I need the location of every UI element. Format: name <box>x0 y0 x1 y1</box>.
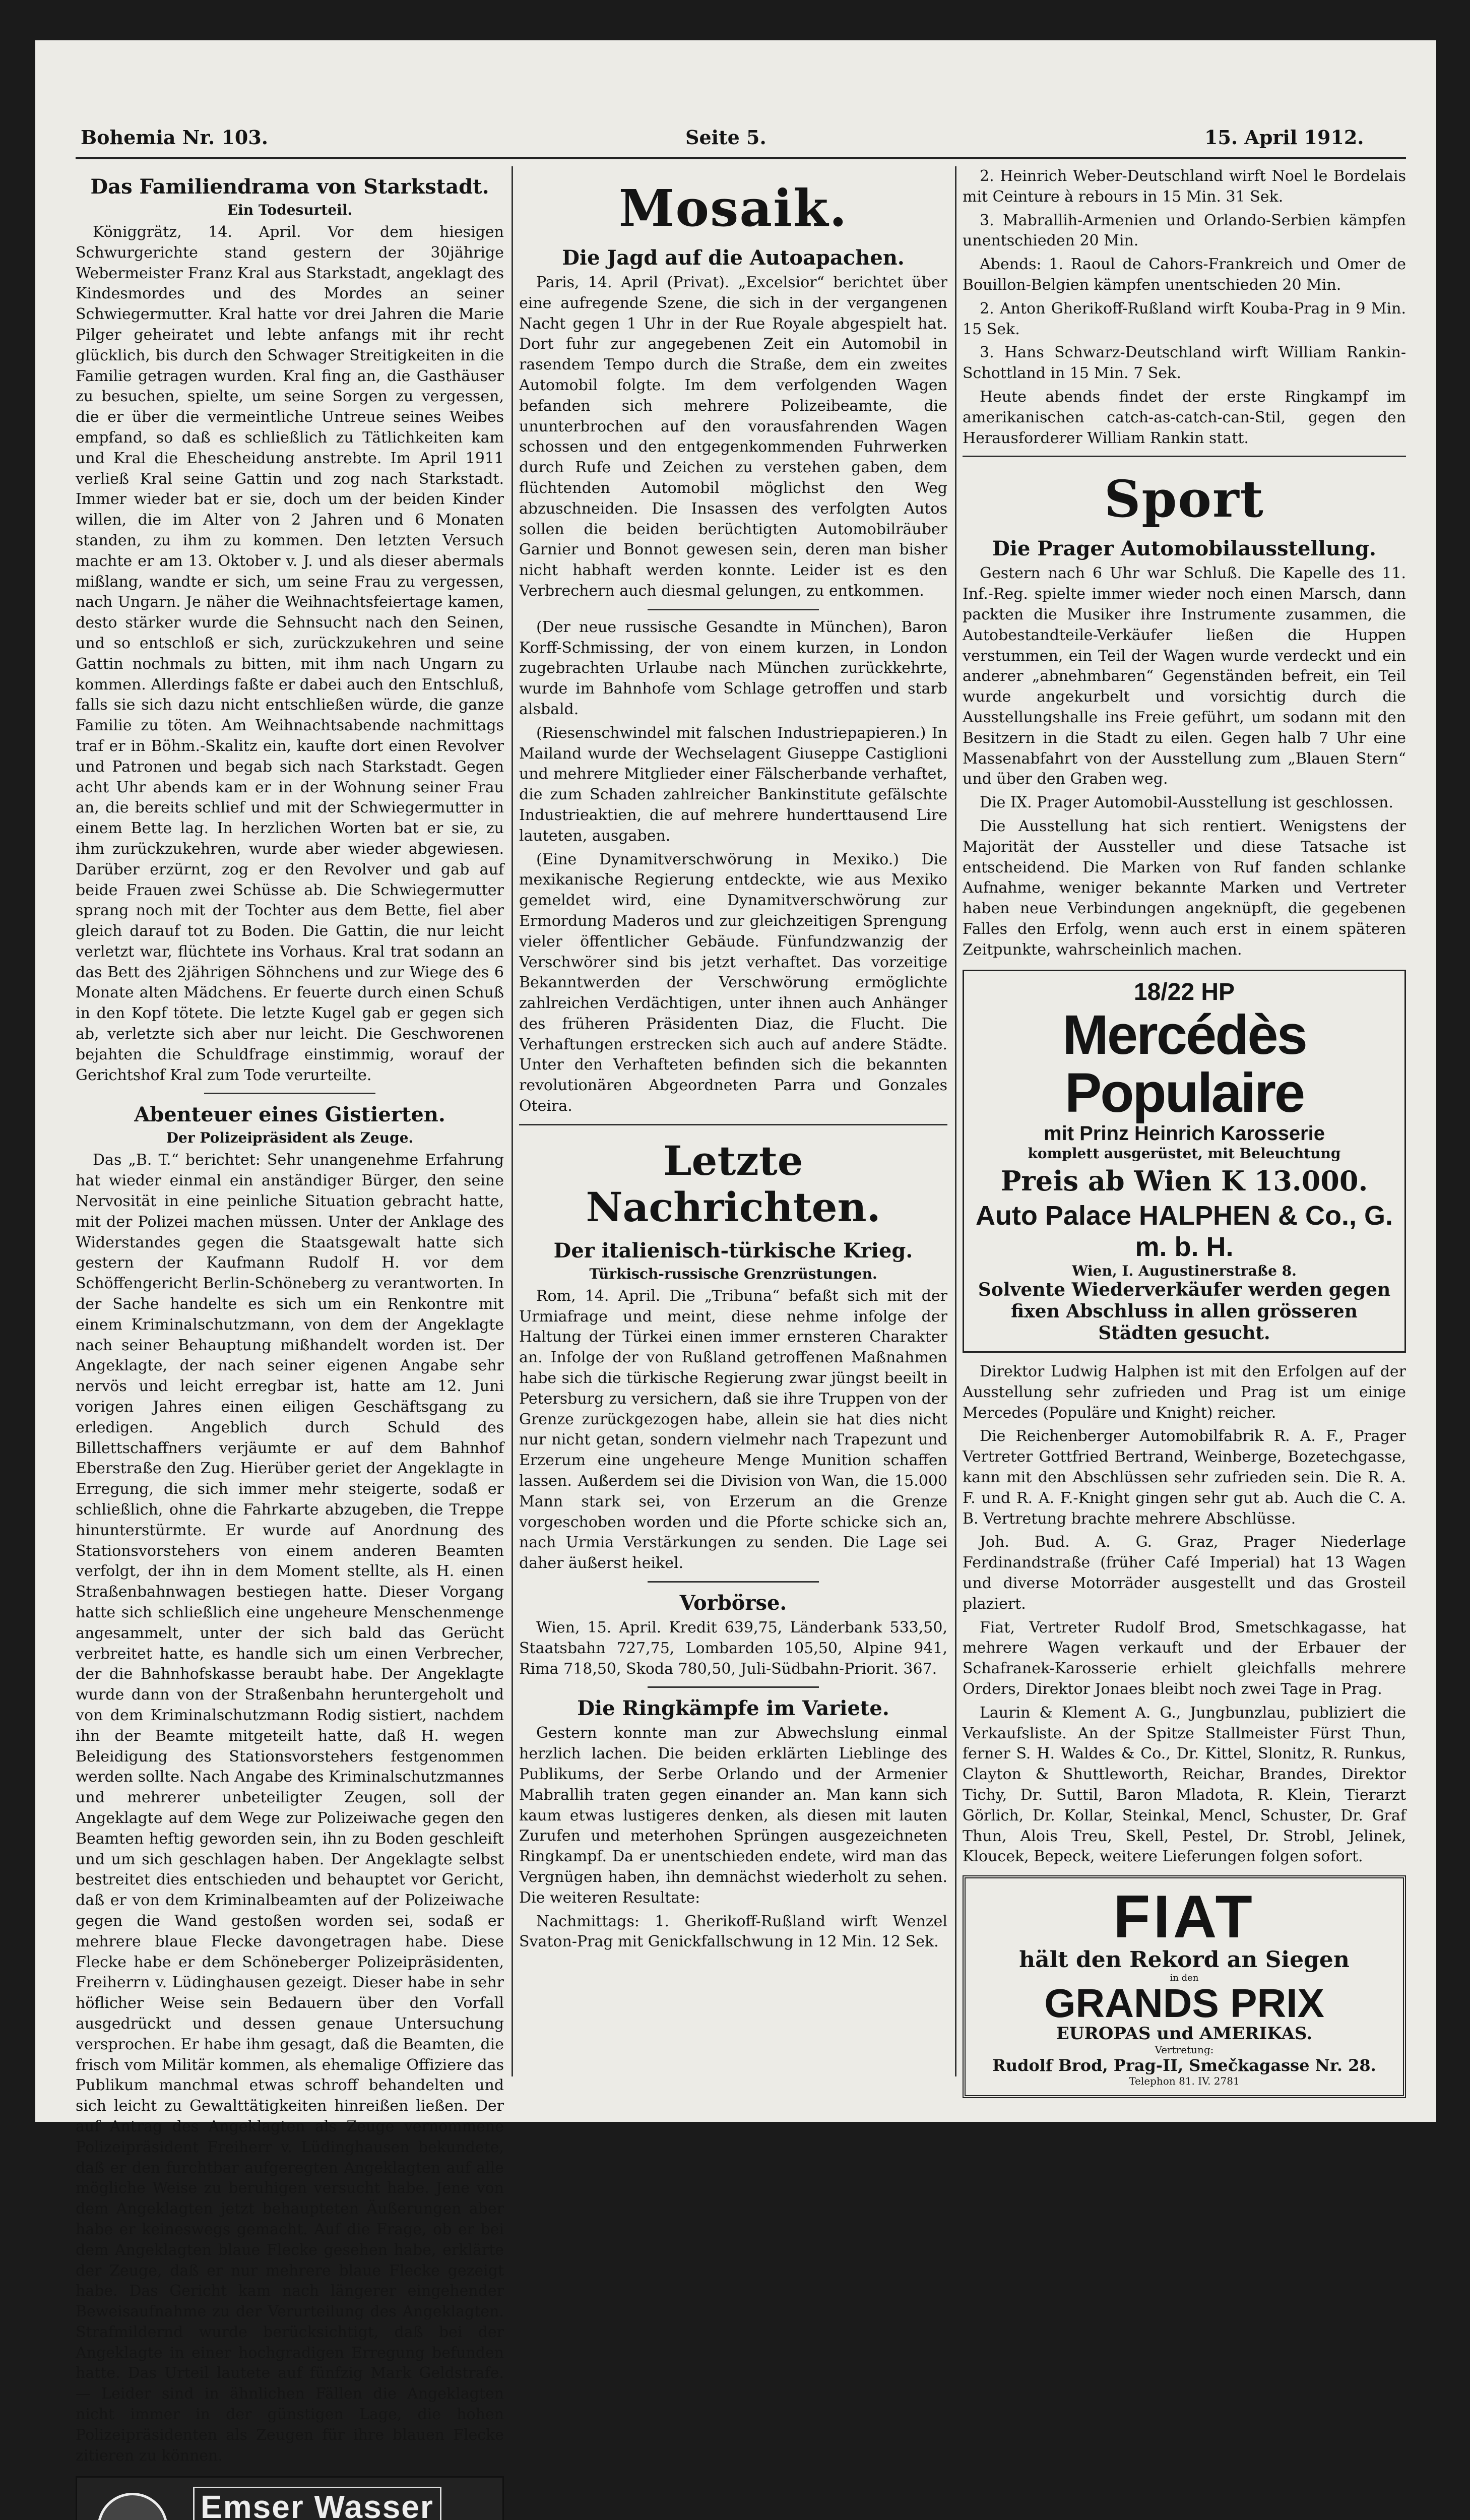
column-3 <box>963 166 1406 2088</box>
separator <box>648 1581 819 1583</box>
article-paragraph: Das „B. T.“ berichtet: Sehr unangenehme Erfahrung hat wieder einmal ein anständiger Bürger, den seine Nervosität in eine peinliche Situation gebracht hatte, mit der Polizei machen müssen. Unter der Anklage des Widerstandes gegen die Staatsgewalt hatte sich gestern der Kaufmann Rudolf H. vor dem Schöffengericht Berlin-Schöneberg zu verantworten. In der Sache handelte es sich um ein Renkontre mit einem Kriminalschutzmann, von dem der Angeklagte nach seiner Behauptung mißhandelt worden ist. Der Angeklagte, der nach seiner eigenen Angabe sehr nervös und leicht erregbar ist, hatte am 12. Juni vorigen Jahres einen eiligen Geschäftsgang zu erledigen. Angeblich durch Schuld des Billettschaffners verjäumte er auf dem Bahnhof Eberstraße den Zug. Hierüber geriet der Angeklagte in Erregung, die sich immer mehr steigerte, sodaß er schließlich, ohne die Fahrkarte abzugeben, die Treppe hinunterstürmte. Er wurde auf Anordnung des Stationsvorstehers von einem anderen Beamten verfolgt, der ihn in dem Moment stellte, als H. einen Straßenbahnwagen bestiegen hatte. Dieser Vorgang hatte sich schließlich eine ungeheure Menschenmenge angesammelt, unter der sich bald das Gerücht verbreitet hatte, es handle sich um einen Verbrecher, der die Bahnhofskasse beraubt habe. Der Angeklagte wurde dann von der Straßenbahn heruntergeholt und von dem Kriminalschutzmann Rodig sistiert, nachdem ihn der Beamte mitgeteilt hatte, daß H. wegen Beleidigung des Stationsvorstehers festgenommen werden sollte. Nach Angabe des Kriminalschutzmannes und mehrerer unbeteiligter Zeugen, soll der Angeklagte auf dem Wege zur Polizeiwache gegen den Beamten heftig geworden sein, ihn zu Boden geschleift und um sich geschlagen haben. Der Angeklagte selbst bestreitet dies entschieden und behauptet vor Gericht, daß er von dem Kriminalbeamten auf der Polizeiwache gegen die Wand gestoßen worden sei, sodaß er mehrere blaue Flecke davongetragen habe. Diese Flecke habe er dem Schöneberger Polizeipräsidenten, Freiherrn v. Lüdinghausen gezeigt. Dieser habe in sehr höflicher Weise sein Bedauern über den Vorfall ausgedrückt und dessen genaue Untersuchung versprochen. Er habe ihm gesagt, daß die Beamten, die frisch vom Militär kommen, als ehemalige Offiziere das Publikum manchmal etwas schroff behandelten und sich leicht zu Gewalttätigkeiten hinreißen ließen. Der auf Antrag des Angeklagten als Zeuge vernommene Polizeipräsident Freiherr v. Lüdinghausen bekundete, daß er den furchtbar aufgeregten Angeklagten auf alle mögliche Weise zu beruhigen versucht habe. Jene von dem Angeklagten jetzt behaupteten Äußerungen aber habe er keineswegs gemacht. Auf die Frage, ob er bei dem Angeklagten blaue Flecke gesehen habe, erklärte der Zeuge, daß er nur mehrere blaue Flecke gezeigt habe. Das Gericht kam nach längerer eingehender Beweisaufnahme zu der Verurteilung des Angeklagten. Strafmildernd wurde berücksichtigt, daß bei der Angeklagte in einer hochgradigen Erregung befunden hatte. Das Urteil lautete auf fünfzig Mark Geldstrafe. — Leider sind in ähnlichen Fällen die Angeklagten nicht immer in der günstigen Lage, die hohen Polizeipräsidenten als Zeugen für ihre blauen Flecke zitieren zu können. <box>76 1151 504 2465</box>
result-line: 3. Mabrallih-Armenien und Orlando-Serbien kämpfen unentschieden 20 Min. <box>963 211 1406 250</box>
article-paragraph: Joh. Bud. A. G. Graz, Prager Niederlage Ferdinandstraße (früher Café Imperial) hat 13 Wagen und diverse Motorräder ausgestellt und das Grosteil plaziert. <box>963 1533 1406 1613</box>
column-rule-2 <box>955 166 956 2076</box>
ad-grands-prix: GRANDS PRIX <box>1044 1981 1324 2026</box>
article-paragraph: (Eine Dynamitverschwörung in Mexiko.) Die mexikanische Regierung entdeckte, wie aus Mexiko gemeldet wird, eine Dynamitverschwörung zur Ermordung Maderos und zur gleichzeitigen Sprengung vieler öffentlicher Gebäude. Fünfundzwanzig der Verschwörer sind bis jetzt verhaftet. Das vorzeitige Bekanntwerden der Verschwörung ermöglichte zahlreichen Verdächtigen, unter ihnen auch Anhänger des früheren Präsidenten Diaz, die Flucht. Die Verhaftungen erstrecken sich auch auf andere Städte. Unter den Verhafteten befinden sich die bekannten revolutionären Abgeordneten Parra und Gonzales Oteira. <box>519 850 947 1115</box>
result-line: 2. Heinrich Weber-Deutschland wirft Noel le Bordelais mit Ceinture à rebours in 15 Min. 31 Sek. <box>963 167 1406 206</box>
ad-connector: in den <box>1170 1973 1199 1984</box>
article-paragraph: Fiat, Vertreter Rudolf Brod, Smetschkagasse, hat mehrere Wagen verkauft und der Erbauer der Schafranek-Karosserie erhielt gleichfalls mehrere Orders, Direktor Jonaes bleibt noch zwei Tage in Prag. <box>963 1618 1406 1698</box>
ad-price: Preis ab Wien K 13.000. <box>1000 1164 1368 1197</box>
article-paragraph: Gestern konnte man zur Abwechslung einmal herzlich lachen. Die beiden erklärten Lieblinge des Publikums, der Serbe Orlando und der Armenier Mabrallih traten gegen einander an. Man kann sich kaum etwas lustigeres denken, als diesen mit lauten Zurufen und meterhohen Sprüngen ausgezeichneten Ringkampf. Da er unentschieden endete, wird man das Vergnügen haben, ihn demnächst wiederholt zu sehen. Die weiteren Resultate: <box>519 1724 947 1907</box>
article-paragraph: Laurin & Klement A. G., Jungbunzlau, publiziert die Verkaufsliste. An der Spitze Stallmeister Fürst Thun, ferner S. H. Waldes & Co., Dr. Kittel, Slonitz, R. Runkus, Clayton & Shuttleworth, Reichar, Brandes, Direktor Tichy, Dr. Suttil, Baron Mladota, R. Klein, Tierarzt Görlich, Dr. Kollar, Steinkal, Mencl, Schuster, Dr. Graf Thun, Alois Treu, Skell, Pestel, Dr. Strobl, Jelinek, Kloucek, Bepeck, weitere Lieferungen folgen sofort. <box>963 1704 1406 1866</box>
article-paragraph: Rom, 14. April. Die „Tribuna“ befaßt sich mit der Urmiafrage und meint, diese nehme infolge der Haltung der Türkei einen immer ernsteren Charakter an. Infolge der von Rußland getroffenen Maßnahmen habe sich die türkische Regierung zwar jüngst beeilt in Petersburg zu versichern, daß sie ihre Truppen von der Grenze zurückgezogen habe, allein sie hat dies nicht nur nicht getan, sondern vielmehr nach Trapezunt und Erzerum eine ungeheure Menge Munition schaffen lassen. Außerdem sei die Division von Wan, die 15.000 Mann stark sei, von Erzerum an die Grenze vorgeschoben worden und die Pforte schicke sich an, nach Urmia Verstärkungen zu senden. Die Lage sei daher äußerst heikel. <box>519 1287 947 1572</box>
ad-brand: Emser Wasser <box>193 2487 441 2520</box>
ad-equipment-line: komplett ausgerüstet, mit Beleuchtung <box>1028 1145 1341 1162</box>
article-paragraph: Wien, 15. April. Kredit 639,75, Länderbank 533,50, Staatsbahn 727,75, Lombarden 105,50, Alpine 941, Rima 718,50, Skoda 780,50, Juli-Südbahn-Priorit. 367. <box>519 1619 947 1678</box>
article-paragraph: Paris, 14. April (Privat). „Excelsior“ berichtet über eine aufregende Szene, die sich in der vergangenen Nacht gegen 1 Uhr in der Rue Royale abgespielt hat. Dort fuhr zur angegebenen Zeit ein Automobil in rasendem Tempo durch die Straße, dem ein zweites Automobil folgte. Im dem verfolgenden Wagen befanden sich mehrere Polizeibeamte, die ununterbrochen auf den vorausfahrenden Wagen schossen und den entgegenkommenden Fuhrwerken durch Rufe und Zeichen zu verstehen gaben, dem flüchtenden Automobil möglichst den Weg abzuschneiden. Die Insassen des verfolgten Autos sollen die beiden berüchtigten Automobilräuber Garnier und Bonnot gewesen sein, deren man bisher nicht habhaft werden konnte. Leider ist es den Verbrechern auch diesmal gelungen, zu entkommen. <box>519 274 947 600</box>
article-paragraph: Gestern nach 6 Uhr war Schluß. Die Kapelle des 11. Inf.-Reg. spielte immer wieder noch einen Marsch, dann packten die Musiker ihre Instrumente zusammen, die Autobestandteile-Verkäufer ließen die Huppen verstummen, ein Teil der Wagen wurde verdeckt und ein anderer „abnehmbaren“ Gegenständen befreit, ein Teil wurde angekurbelt und vorsichtig durch die Ausstellungshalle ins Freie geführt, um sodann mit den Besitzern in die Stadt zu eilen. Gegen halb 7 Uhr eine Massenabfahrt von der Ausstellung zum „Blauen Stern“ und über den Graben weg. <box>963 564 1406 788</box>
result-line: Heute abends findet der erste Ringkampf im amerikanischen catch-as-catch-can-Stil, gegen den Herausforderer William Rankin statt. <box>963 388 1406 447</box>
column-1 <box>76 166 504 2520</box>
article-paragraph: Die IX. Prager Automobil-Ausstellung ist geschlossen. <box>980 794 1393 812</box>
article-title: Die Prager Automobilausstellung. <box>992 537 1376 561</box>
section-rule <box>519 1124 947 1125</box>
ad-horsepower: 18/22 HP <box>1133 978 1235 1005</box>
article-paragraph: Direktor Ludwig Halphen ist mit den Erfolgen auf der Ausstellung sehr zufrieden und Prag ist um einige Mercedes (Populäre und Knight) reicher. <box>963 1363 1406 1422</box>
section-heading-latest-news: Letzte Nachrichten. <box>586 1137 881 1231</box>
article-subtitle: Türkisch-russische Grenzrüstungen. <box>589 1265 877 1282</box>
result-line: 3. Hans Schwarz-Deutschland wirft William Rankin-Schottland in 15 Min. 7 Sek. <box>963 344 1406 383</box>
ems-seal-icon <box>97 2493 168 2520</box>
result-line: 2. Anton Gherikoff-Rußland wirft Kouba-Prag in 9 Min. 15 Sek. <box>963 299 1406 338</box>
ad-claim: hält den Rekord an Siegen <box>1019 1947 1350 1973</box>
article-title: Die Ringkämpfe im Variete. <box>577 1696 889 1721</box>
advertisement-fiat <box>963 1875 1406 2098</box>
advertisement-emser-wasser <box>76 2476 504 2520</box>
article-paragraph: (Riesenschwindel mit falschen Industriepapieren.) In Mailand wurde der Wechselagent Giuseppe Castiglioni und mehrere Mitglieder einer Fälscherbande verhaftet, die zum Schaden zahlreicher Bankinstitute gefälschte Industrieaktien, die auf mehrere hunderttausend Lire lauteten, ausgaben. <box>519 724 947 845</box>
ad-telephone: Telephon 81. IV. 2781 <box>1129 2075 1240 2088</box>
article-title: Die Jagd auf die Autoapachen. <box>562 246 905 270</box>
ad-resellers: Solvente Wiederverkäufer werden gegen fixen Abschluss in allen grösseren Städten gesucht. <box>978 1279 1391 1344</box>
article-subtitle: Ein Todesurteil. <box>227 202 353 218</box>
ad-body-line: mit Prinz Heinrich Karosserie <box>1044 1122 1325 1145</box>
newspaper-page <box>35 40 1436 2520</box>
ad-address: Wien, I. Augustinerstraße 8. <box>1072 1262 1297 1279</box>
ad-dealer: Auto Palace HALPHEN & Co., G. m. b. H. <box>975 1200 1393 1262</box>
result-line: Abends: 1. Raoul de Cahors-Frankreich und Omer de Bouillon-Belgien kämpfen unentschieden 20 Min. <box>963 256 1406 294</box>
separator <box>648 609 819 610</box>
header-rule <box>76 157 1406 159</box>
separator <box>648 1686 819 1688</box>
ad-agency: Rudolf Brod, Prag-II, Smečkagasse Nr. 28. <box>992 2056 1376 2075</box>
column-2 <box>519 166 947 2076</box>
section-heading-sport: Sport <box>1104 469 1264 529</box>
ad-agency-label: Vertretung: <box>1155 2044 1214 2056</box>
separator <box>204 1093 375 1094</box>
header-page-number: Seite 5. <box>685 126 766 149</box>
section-heading-mosaik: Mosaik. <box>618 178 848 238</box>
article-paragraph: Königgrätz, 14. April. Vor dem hiesigen Schwurgerichte stand gestern der 30jährige Webermeister Franz Kral aus Starkstadt, angeklagt des Kindesmordes und des Mordes an seiner Schwiegermutter. Kral hatte vor drei Jahren die Marie Pilger geheiratet und lebte anfangs mit ihr recht glücklich, bis durch den Schwager Streitigkeiten in die Familie getragen wurden. Kral fing an, die Gasthäuser zu besuchen, spielte, um seine Sorgen zu vergessen, die er über die vermeintliche Untreue seines Weibes empfand, so daß es schließlich zu Tätlichkeiten kam und Kral die Ehescheidung anstrebte. Im April 1911 verließ Kral seine Gattin und zog nach Starkstadt. Immer wieder bat er sie, doch um der beiden Kinder willen, die im Alter von 2 Jahren und 6 Monaten standen, zu ihm zu kommen. Den letzten Versuch machte er am 13. Oktober v. J. und als dieser abermals mißlang, wandte er sich, um seine Frau zu vergessen, nach Ungarn. Je näher die Weihnachtsfeiertage kamen, desto stärker wurde die Sehnsucht nach den Seinen, und so entschloß er sich, zurückzukehren und seine Gattin nochmals zu bitten, mit ihm nach Ungarn zu kommen. Allerdings faßte er dabei auch den Entschluß, falls sie sich dazu nicht entschließen würde, die ganze Familie zu töten. Am Weihnachtsabende nachmittags traf er in Böhm.-Skalitz ein, kaufte dort einen Revolver und Patronen und begab sich nach Starkstadt. Gegen acht Uhr abends kam er in der Wohnung seiner Frau an, die bereits schlief und mit der Schwiegermutter in einem Bette lag. In herzlichen Worten bat er sie, zu ihm zurückzukehren, wurde aber wieder abgewiesen. Darüber erzürnt, zog er den Revolver und gab auf beide Frauen zwei Schüsse ab. Die Schwiegermutter sprang noch mit der Tochter aus dem Bette, fiel aber gleich darauf tot zu Boden. Die Gattin, die nur leicht verletzt war, flüchtete ins Vorhaus. Kral trat sodann an das Bett des 2jährigen Söhnchens und zur Wiege des 6 Monate alten Mädchens. Er feuerte durch einen Schuß in den Kopf tötete. Die letzte Kugel gab er gegen sich ab, verletzte sich aber nur leicht. Die Geschworenen bejahten die Schuldfrage einstimmig, worauf der Gerichtshof Kral zum Tode verurteilte. <box>76 223 504 1084</box>
advertisement-mercedes <box>963 970 1406 1353</box>
section-rule <box>963 456 1406 457</box>
article-title: Das Familiendrama von Starkstadt. <box>90 175 489 199</box>
header-date: 15. April 1912. <box>1204 126 1364 149</box>
article-paragraph: Nachmittags: 1. Gherikoff-Rußland wirft Wenzel Svaton-Prag mit Genickfallschwung in 12 Min. 12 Sek. <box>519 1912 947 1951</box>
article-title: Abenteuer eines Gistierten. <box>134 1103 445 1127</box>
column-rule-1 <box>512 166 513 2076</box>
article-paragraph: (Der neue russische Gesandte in München), Baron Korff-Schmissing, der von einem kurzen, in London zugebrachten Urlaube nach München zurückkehrte, wurde im Bahnhofe vom Schlage getroffen und starb alsbald. <box>519 618 947 718</box>
ad-model-name: Mercédès Populaire <box>1062 1003 1306 1124</box>
article-title: Vorbörse. <box>679 1591 787 1615</box>
ad-brand: FIAT <box>1113 1883 1255 1951</box>
article-paragraph: Die Reichenberger Automobilfabrik R. A. F., Prager Vertreter Gottfried Bertrand, Weinberge, Bozetechgasse, kann mit den Abschlüssen sehr zufrieden sein. Die R. A. F. und R. A. F.-Knight gingen sehr gut ab. Auch die C. A. B. Vertretung brachte mehrere Abschlüsse. <box>963 1427 1406 1528</box>
article-subtitle: Der Polizeipräsident als Zeuge. <box>166 1129 414 1147</box>
article-paragraph: Die Ausstellung hat sich rentiert. Wenigstens der Majorität der Aussteller und diese Tatsache ist entscheidend. Die Marken von Ruf fanden schlanke Aufnahme, weniger bekannte Marken und Vertreter haben neue Verbindungen angeknüpft, die gegebenen Falles den Erfolg, wenn auch erst in einem späteren Zeitpunkte, wahrscheinlich machen. <box>963 817 1406 959</box>
header-issue: Bohemia Nr. 103. <box>81 126 269 149</box>
article-title: Der italienisch-türkische Krieg. <box>553 1238 913 1263</box>
ad-continents: EUROPAS und AMERIKAS. <box>1056 2024 1313 2044</box>
